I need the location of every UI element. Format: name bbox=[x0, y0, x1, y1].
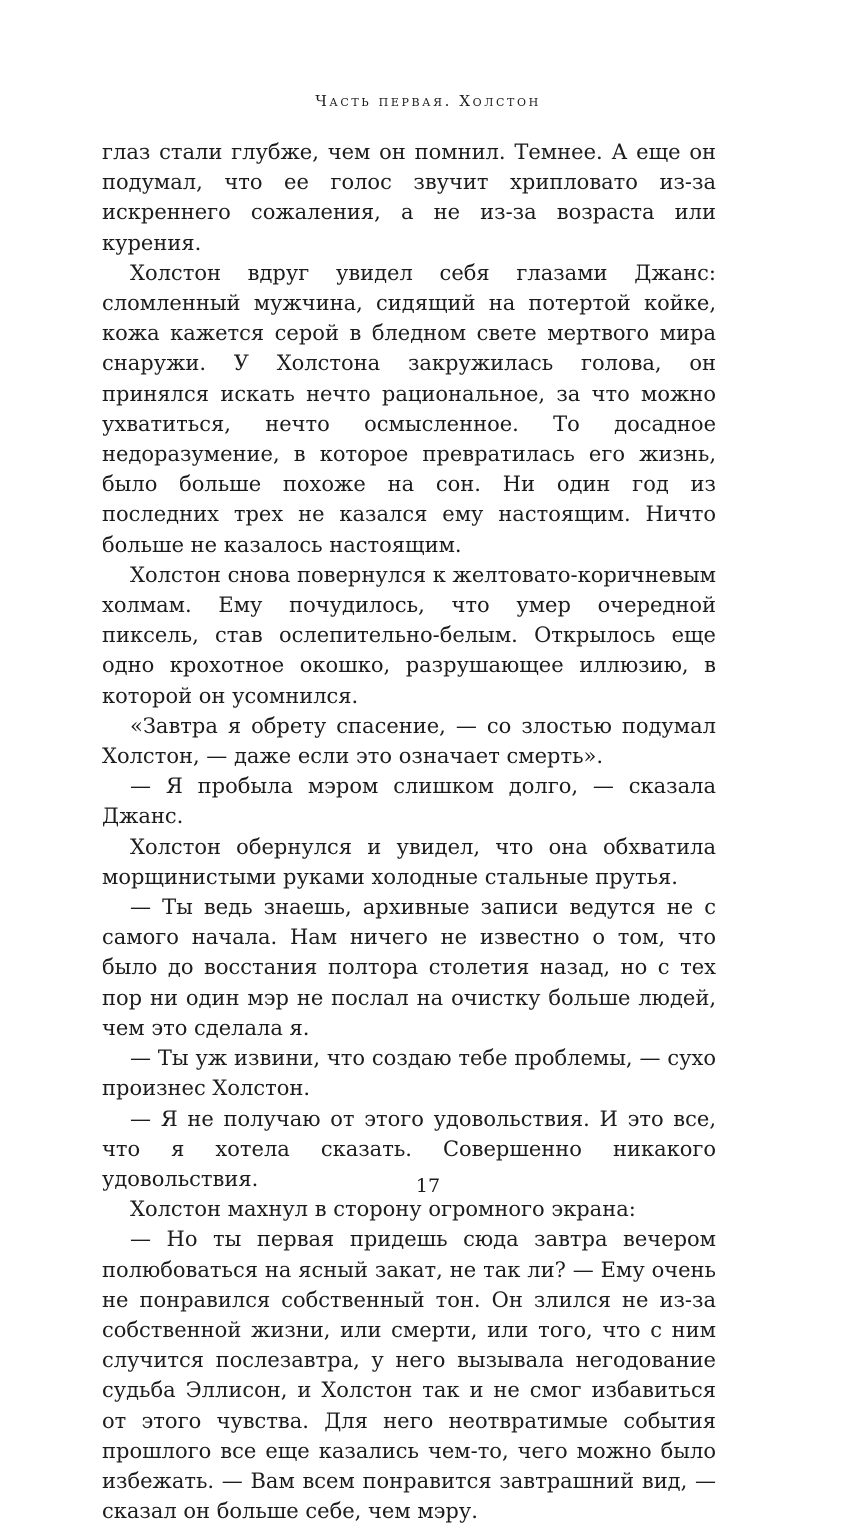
paragraph: Холстон махнул в сторону огромного экрана: bbox=[130, 1197, 636, 1222]
page-number: 17 bbox=[415, 1175, 441, 1197]
paragraph-continuation: глаз стали глубже, чем он помнил. Темнее. А еще он подумал, что ее голос звучит хрипловато из-за искреннего сожаления, а не из-за возраста или курения. bbox=[102, 140, 716, 255]
dialogue-line: — Ты ведь знаешь, архивные записи ведутся не с самого начала. Нам ничего не известно о том, что было до восстания полтора столетия назад, но с тех пор ни один мэр не послал на очистку больше людей, чем это сделала я. bbox=[102, 895, 716, 1040]
paragraph: Холстон вдруг увидел себя глазами Джанс: сломленный мужчина, сидящий на потертой койке, кожа кажется серой в бледном свете мертвого мира снаружи. У Холстона закружилась голова, он принялся искать нечто рациональное, за что можно ухватиться, нечто осмысленное. То досадное недоразумение, в которое превратилась его жизнь, было больше похоже на сон. Ни один год из последних трех не казался ему настоящим. Ничто больше не казалось настоящим. bbox=[102, 260, 716, 557]
running-head: Часть первая. Холстон bbox=[315, 92, 541, 110]
paragraph: Холстон снова повернулся к желтовато-коричневым холмам. Ему почудилось, что умер очередной пиксель, став ослепительно-белым. Открылось еще одно крохотное окошко, разрушающее иллюзию, в которой он усомнился. bbox=[102, 562, 716, 708]
dialogue-line: — Но ты первая придешь сюда завтра вечером полюбоваться на ясный закат, не так ли? — Ему очень не понравился собственный тон. Он злился не из-за собственной жизни, или смерти, или того, что с ним случится послезавтра, у него вызывала негодование судьба Эллисон, и Холстон так и не смог избавиться от этого чувства. Для него неотвратимые события прошлого все еще казались чем-то, чего можно было избежать. — Вам всем понравится завтрашний вид, — сказал он больше себе, чем мэру. bbox=[102, 1227, 716, 1524]
paragraph: «Завтра я обрету спасение, — со злостью подумал Холстон, — даже если это означает смерть». bbox=[102, 713, 716, 769]
dialogue-line: — Я не получаю от этого удовольствия. И это все, что я хотела сказать. Совершенно никакого удовольствия. bbox=[102, 1106, 716, 1191]
dialogue-line: — Я пробыла мэром слишком долго, — сказала Джанс. bbox=[102, 774, 716, 829]
dialogue-line: — Ты уж извини, что создаю тебе проблемы, — сухо произнес Холстон. bbox=[102, 1046, 716, 1101]
paragraph: Холстон обернулся и увидел, что она обхватила морщинистыми руками холодные стальные прутья. bbox=[102, 834, 716, 889]
body-text bbox=[102, 137, 716, 1526]
